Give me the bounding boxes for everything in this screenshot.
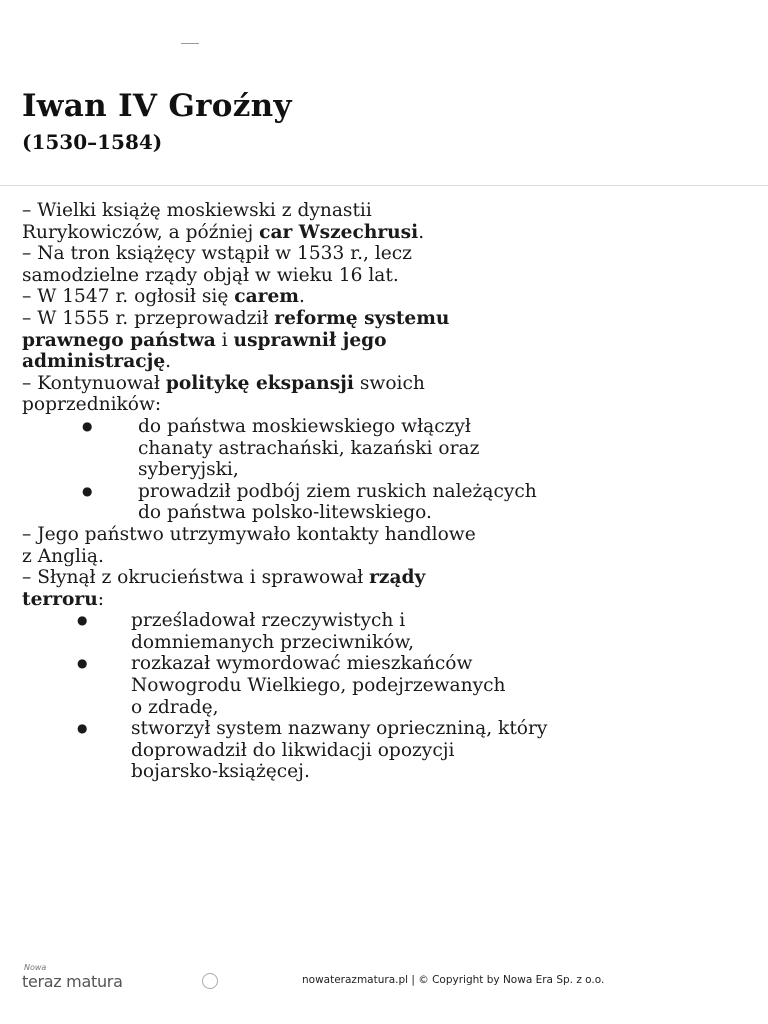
list-item: ● do państwa moskiewskiego włączył chanaty astrachański, kazański oraz syberyjski, bbox=[22, 416, 762, 481]
copyright-text: nowaterazmatura.pl | © Copyright by Nowa Era Sp. z o.o. bbox=[302, 974, 605, 986]
paragraph-trade: – Jego państwo utrzymywało kontakty handlowe z Anglią. bbox=[22, 523, 476, 567]
lifespan-dates: (1530–1584) bbox=[22, 130, 163, 154]
paragraph-expansion: – Kontynuował politykę ekspansji swoich poprzedników: bbox=[22, 372, 425, 416]
paragraph-dynasty: – Wielki książę moskiewski z dynastii Rurykowiczów, a później car Wszechrusi. bbox=[22, 200, 425, 243]
top-divider-mark bbox=[181, 43, 199, 44]
paragraph-reform: – W 1555 r. przeprowadził reformę systemu prawnego państwa i usprawnił jego administrację. bbox=[22, 307, 450, 373]
list-item: ● stworzył system nazwany oprieczniną, który doprowadził do likwidacji opozycji bojarsko-książęcej. bbox=[22, 718, 762, 783]
list-item: ● prowadził podbój ziem ruskich należących do państwa polsko-litewskiego. bbox=[22, 481, 762, 524]
paragraph-terror: – Słynął z okrucieństwa i sprawował rządy terroru: bbox=[22, 567, 426, 610]
content-body bbox=[22, 200, 762, 783]
header-divider bbox=[0, 185, 768, 186]
logo-small-text: Nowa bbox=[24, 963, 47, 972]
logo-main-text: teraz matura bbox=[22, 972, 123, 991]
page-footer bbox=[0, 955, 768, 995]
page-title: Iwan IV Groźny bbox=[22, 88, 292, 124]
paragraph-tsar: – W 1547 r. ogłosił się carem. bbox=[22, 286, 305, 308]
lightbulb-icon bbox=[202, 973, 218, 989]
paragraph-throne: – Na tron książęcy wstąpił w 1533 r., lecz samodzielne rządy objął w wieku 16 lat. bbox=[22, 243, 412, 286]
terror-list bbox=[22, 610, 762, 783]
list-item: ● rozkazał wymordować mieszkańców Nowogrodu Wielkiego, podejrzewanych o zdradę, bbox=[22, 653, 762, 718]
list-item: ● prześladował rzeczywistych i domniemanych przeciwników, bbox=[22, 610, 762, 653]
expansion-list bbox=[22, 416, 762, 524]
